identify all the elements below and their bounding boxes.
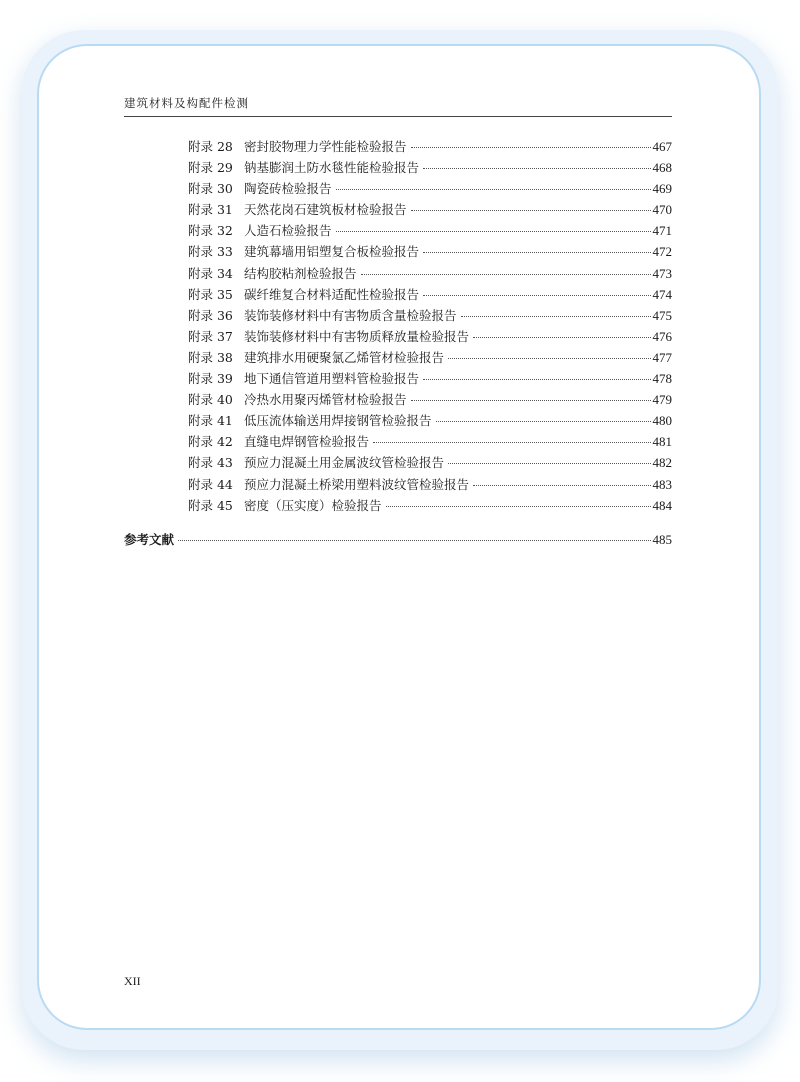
toc-entry[interactable] [188, 137, 672, 158]
toc-entry-page: 484 [652, 497, 672, 513]
toc-entry-page: 477 [652, 349, 672, 365]
toc-entry-title: 建筑排水用硬聚氯乙烯管材检验报告 [244, 349, 445, 365]
toc-entry-page: 476 [652, 328, 672, 344]
toc-entry[interactable] [188, 306, 672, 327]
toc-entry-page: 480 [652, 413, 672, 429]
leader-dots [473, 485, 650, 486]
toc-entry-title: 结构胶粘剂检验报告 [244, 265, 357, 281]
toc-entry-number: 附录 37 [188, 328, 233, 344]
toc-entry-number: 附录 30 [188, 181, 233, 197]
page-number: XII [124, 974, 141, 988]
toc-entry-title: 装饰装修材料中有害物质含量检验报告 [244, 307, 457, 323]
toc-entry-page: 470 [652, 202, 672, 218]
toc-entry-number: 附录 32 [188, 223, 233, 239]
toc-entry-number: 附录 41 [188, 413, 233, 429]
toc-entry-number: 附录 40 [188, 392, 233, 408]
toc-entry-title: 预应力混凝土桥梁用塑料波纹管检验报告 [244, 476, 470, 492]
toc-entry[interactable] [188, 179, 672, 200]
toc-entry-number: 附录 43 [188, 455, 233, 471]
table-of-contents [188, 137, 672, 517]
toc-entry[interactable] [188, 411, 672, 432]
toc-entry-title: 冷热水用聚丙烯管材检验报告 [244, 392, 407, 408]
references-page: 485 [652, 532, 672, 547]
toc-entry[interactable] [188, 496, 672, 517]
toc-entry-page: 479 [652, 392, 672, 408]
toc-entry-references[interactable] [124, 530, 672, 548]
toc-entry-number: 附录 44 [188, 476, 233, 492]
leader-dots [461, 316, 651, 317]
toc-entry-page: 469 [652, 181, 672, 197]
toc-entry-page: 471 [652, 223, 672, 239]
leader-dots [423, 252, 650, 253]
toc-entry-page: 472 [652, 244, 672, 260]
toc-entry-number: 附录 35 [188, 286, 233, 302]
toc-entry[interactable] [188, 475, 672, 496]
toc-entry[interactable] [188, 390, 672, 411]
toc-entry-title: 预应力混凝土用金属波纹管检验报告 [244, 455, 445, 471]
toc-entry-page: 475 [652, 307, 672, 323]
toc-entry[interactable] [188, 453, 672, 474]
toc-entry-title: 碳纤维复合材料适配性检验报告 [244, 286, 420, 302]
toc-entry-title: 装饰装修材料中有害物质释放量检验报告 [244, 328, 470, 344]
toc-entry[interactable] [188, 369, 672, 390]
toc-entry-title: 直缝电焊钢管检验报告 [244, 434, 370, 450]
toc-entry[interactable] [188, 200, 672, 221]
leader-dots [336, 231, 651, 232]
leader-dots [423, 168, 650, 169]
leader-dots [448, 358, 650, 359]
running-head: 建筑材料及构配件检测 [124, 96, 249, 110]
leader-dots [436, 421, 651, 422]
leader-dots [373, 442, 650, 443]
toc-entry-title: 钠基膨润土防水毯性能检验报告 [244, 160, 420, 176]
toc-entry-page: 481 [652, 434, 672, 450]
toc-entry-number: 附录 38 [188, 349, 233, 365]
toc-entry-page: 482 [652, 455, 672, 471]
toc-entry-page: 467 [652, 139, 672, 154]
leader-dots [178, 540, 650, 541]
toc-entry-page: 474 [652, 286, 672, 302]
toc-entry[interactable] [188, 327, 672, 348]
leader-dots [411, 400, 651, 401]
leader-dots [473, 337, 650, 338]
leader-dots [336, 189, 651, 190]
toc-entry-page: 468 [652, 160, 672, 176]
leader-dots [361, 274, 651, 275]
toc-entry-number: 附录 29 [188, 160, 233, 176]
toc-entry[interactable] [188, 264, 672, 285]
toc-entry-title: 天然花岗石建筑板材检验报告 [244, 202, 407, 218]
toc-entry-number: 附录 33 [188, 244, 233, 260]
toc-entry[interactable] [188, 221, 672, 242]
toc-entry[interactable] [188, 432, 672, 453]
toc-entry-number: 附录 42 [188, 434, 233, 450]
toc-entry-title: 陶瓷砖检验报告 [244, 181, 332, 197]
toc-entry-number: 附录 45 [188, 497, 233, 513]
leader-dots [411, 210, 651, 211]
references-title: 参考文献 [124, 532, 175, 547]
toc-entry-page: 483 [652, 476, 672, 492]
leader-dots [386, 506, 651, 507]
toc-entry-title: 人造石检验报告 [244, 223, 332, 239]
toc-entry-page: 478 [652, 371, 672, 387]
toc-entry-page: 473 [652, 265, 672, 281]
toc-entry-title: 地下通信管道用塑料管检验报告 [244, 371, 420, 387]
toc-entry-title: 低压流体输送用焊接钢管检验报告 [244, 413, 432, 429]
toc-entry-title: 密封胶物理力学性能检验报告 [244, 139, 407, 154]
leader-dots [423, 379, 650, 380]
toc-entry-title: 建筑幕墙用铝塑复合板检验报告 [244, 244, 420, 260]
toc-entry[interactable] [188, 158, 672, 179]
toc-entry-title: 密度（压实度）检验报告 [244, 497, 382, 513]
toc-entry-number: 附录 28 [188, 139, 233, 154]
toc-entry[interactable] [188, 348, 672, 369]
leader-dots [448, 463, 650, 464]
header-rule [124, 116, 672, 117]
toc-entry[interactable] [188, 242, 672, 263]
toc-entry-number: 附录 39 [188, 371, 233, 387]
leader-dots [411, 147, 651, 148]
toc-entry-number: 附录 34 [188, 265, 233, 281]
toc-entry[interactable] [188, 285, 672, 306]
toc-entry-number: 附录 31 [188, 202, 233, 218]
leader-dots [423, 295, 650, 296]
toc-entry-number: 附录 36 [188, 307, 233, 323]
